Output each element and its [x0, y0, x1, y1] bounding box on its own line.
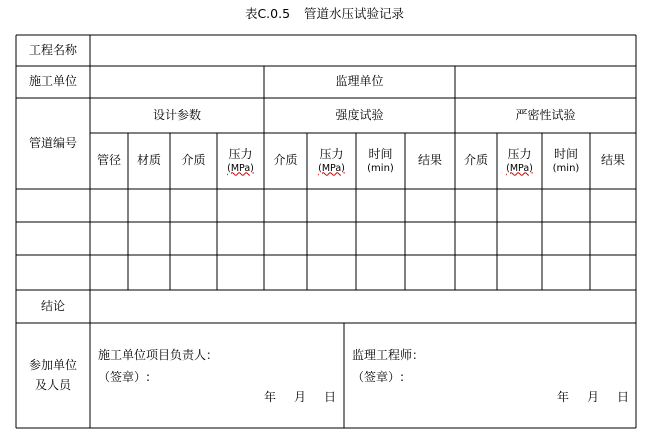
construction-manager-label: 施工单位项目负责人： — [98, 348, 219, 362]
tightness-test-header: 严密性试验 — [515, 107, 576, 122]
participants-label-line2: 及人员 — [34, 377, 71, 392]
table-number: 表C.0.5 — [244, 6, 291, 21]
project-name-label: 工程名称 — [28, 42, 77, 57]
tightness-pressure-label: 压力 — [507, 147, 532, 162]
supervision-engineer-label: 监理工程师： — [352, 348, 425, 362]
diameter-header: 管径 — [96, 153, 121, 168]
supervision-month: 月 — [587, 390, 600, 404]
strength-pressure-header — [307, 133, 356, 189]
supervision-signature-block — [352, 344, 424, 388]
construction-sign-label: （签章）: — [98, 370, 151, 384]
supervision-day: 日 — [617, 390, 630, 404]
medium-header: 介质 — [181, 153, 206, 168]
tightness-time-label: 时间 — [553, 146, 578, 161]
construction-unit-label: 施工单位 — [28, 74, 77, 89]
supervision-unit-label: 监理单位 — [335, 74, 384, 89]
material-header: 材质 — [136, 153, 161, 168]
construction-signature-block — [98, 344, 218, 388]
supervision-year: 年 — [557, 390, 570, 404]
supervision-date — [539, 388, 629, 405]
construction-day: 日 — [324, 390, 337, 404]
strength-pressure-label: 压力 — [319, 147, 344, 162]
strength-test-header: 强度试验 — [335, 107, 384, 122]
table-name: 管道水压试验记录 — [304, 6, 405, 21]
construction-month: 月 — [294, 390, 307, 404]
strength-medium-header: 介质 — [273, 153, 298, 168]
supervision-sign-label: （签章）: — [352, 370, 405, 384]
construction-date — [246, 388, 336, 405]
tightness-pressure-header — [497, 133, 542, 189]
participants-label-line1: 参加单位 — [28, 358, 77, 373]
pressure-label: 压力 — [228, 147, 253, 162]
pipe-no-label: 管道编号 — [28, 135, 77, 150]
construction-year: 年 — [264, 390, 277, 404]
tightness-result-header: 结果 — [600, 153, 625, 168]
tightness-time-unit: (min) — [552, 163, 580, 175]
strength-result-header: 结果 — [417, 153, 442, 168]
design-params-header: 设计参数 — [152, 107, 201, 122]
strength-time-label: 时间 — [368, 146, 393, 161]
tightness-time-header — [542, 133, 590, 189]
tightness-medium-header: 介质 — [463, 153, 488, 168]
strength-time-header — [356, 133, 405, 189]
tightness-pressure-unit: (MPa) — [506, 162, 533, 174]
strength-time-unit: (min) — [367, 163, 394, 175]
conclusion-label: 结论 — [40, 298, 65, 313]
pressure-header — [217, 133, 264, 189]
pressure-unit: (MPa) — [227, 162, 254, 174]
strength-pressure-unit: (MPa) — [318, 162, 345, 174]
participants-label — [16, 323, 90, 428]
